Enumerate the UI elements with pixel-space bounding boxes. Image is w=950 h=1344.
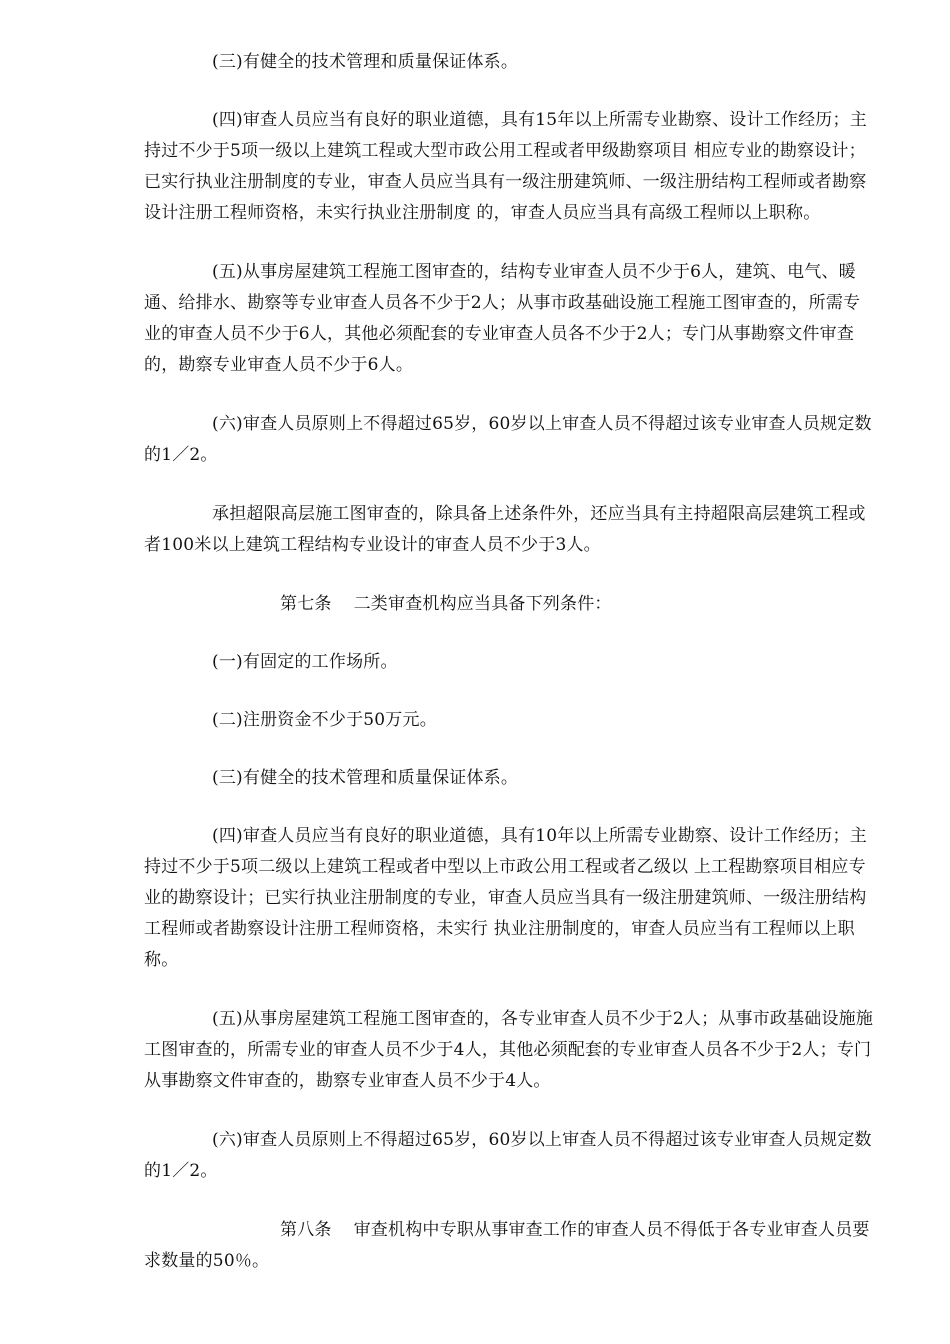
article-8-number: 第八条 — [280, 1220, 332, 1240]
paragraph-item-4: (四)审查人员应当有良好的职业道德，具有15年以上所需专业勘察、设计工作经历；主持过不少于5项一级以上建筑工程或大型市政公用工程或者甲级勘察项目 相应专业的勘察设计；已实行执业注册制度的专业，审查人员应当具有一级注册建筑师、一级注册结构工程师或者勘察设计注册工程师资格，未实行执业注册制度 的，审查人员应当具有高级工程师以上职称。 — [144, 110, 867, 223]
paragraph-item-6: (六)审查人员原则上不得超过65岁，60岁以上审查人员不得超过该专业审查人员规定数的1／2。 — [144, 414, 872, 465]
article-8-text: 审查机构中专职从事审查工作的审查人员不得低于各专业审查人员要求数量的50％。 — [144, 1220, 870, 1271]
article-7-item-2: (二)注册资金不少于50万元。 — [212, 710, 437, 730]
paragraph-item-3: (三)有健全的技术管理和质量保证体系。 — [212, 52, 519, 72]
paragraph-item-5: (五)从事房屋建筑工程施工图审查的，结构专业审查人员不少于6人，建筑、电气、暖通、给排水、勘察等专业审查人员各不少于2人；从事市政基础设施工程施工图审查的，所需专业的审查人员不少于6人，其他必须配套的专业审查人员各不少于2人；专门从事勘察文件审查的，勘察专业审查人员不少于6人。 — [144, 262, 861, 375]
paragraph-high-rise: 承担超限高层施工图审查的，除具备上述条件外，还应当具有主持超限高层建筑工程或者100米以上建筑工程结构专业设计的审查人员不少于3人。 — [144, 504, 866, 555]
article-7-item-1: (一)有固定的工作场所。 — [212, 652, 398, 672]
article-8 — [144, 1215, 874, 1277]
article-7-number: 第七条 — [280, 594, 332, 614]
document-body — [144, 47, 874, 1305]
article-7-item-3: (三)有健全的技术管理和质量保证体系。 — [212, 768, 519, 788]
article-7-item-6: (六)审查人员原则上不得超过65岁，60岁以上审查人员不得超过该专业审查人员规定数的1／2。 — [144, 1130, 872, 1181]
article-7-item-5: (五)从事房屋建筑工程施工图审查的，各专业审查人员不少于2人；从事市政基础设施施工图审查的，所需专业的审查人员不少于4人，其他必须配套的专业审查人员各不少于2人；专门从事勘察文件审查的，勘察专业审查人员不少于4人。 — [144, 1009, 874, 1091]
article-7-heading — [144, 589, 874, 620]
article-7-text: 二类审查机构应当具备下列条件： — [353, 594, 612, 614]
article-7-item-4: (四)审查人员应当有良好的职业道德，具有10年以上所需专业勘察、设计工作经历；主持过不少于5项二级以上建筑工程或者中型以上市政公用工程或者乙级以 上工程勘察项目相应专业的勘察设计；已实行执业注册制度的专业，审查人员应当具有一级注册建筑师、一级注册结构工程师或者勘察设计注册工程师资格，未实行 执业注册制度的，审查人员应当有工程师以上职称。 — [144, 826, 867, 970]
